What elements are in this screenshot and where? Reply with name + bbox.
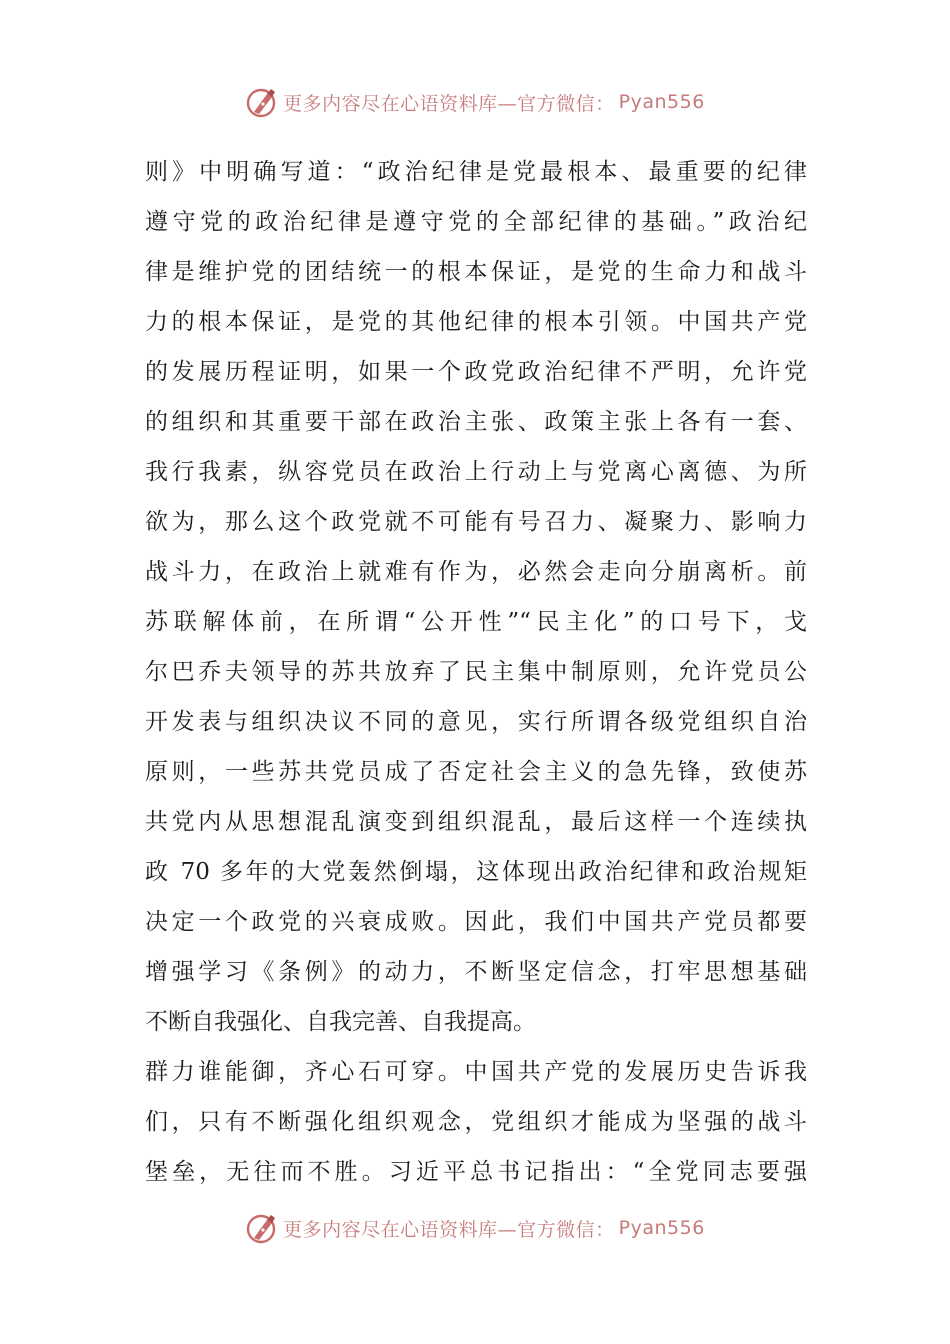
text-line: 欲为，那么这个政党就不可能有号召力、凝聚力、影响力 [145, 509, 807, 535]
text-line: 增强学习《条例》的动力，不断坚定信念，打牢思想基础 [145, 959, 807, 985]
pen-nib-circle-icon [245, 85, 279, 119]
text-line: 力的根本保证，是党的其他纪律的根本引领。中国共产党 [145, 309, 807, 335]
text-line: 不断自我强化、自我完善、自我提高。 [145, 1009, 536, 1035]
pen-nib-circle-icon [245, 1211, 279, 1245]
text-line: 律是维护党的团结统一的根本保证，是党的生命力和战斗 [145, 259, 807, 285]
text-line: 则》中明确写道：“政治纪律是党最根本、最重要的纪律 [145, 159, 807, 185]
watermark-text: 更多内容尽在心语资料库—官方微信： [283, 1218, 615, 1241]
text-line: 们，只有不断强化组织观念，党组织才能成为坚强的战斗 [145, 1109, 807, 1135]
text-line: 共党内从思想混乱演变到组织混乱，最后这样一个连续执 [145, 809, 807, 835]
text-line: 遵守党的政治纪律是遵守党的全部纪律的基础。”政治纪 [145, 209, 807, 235]
watermark-wechat-id: Pyan556 [618, 1217, 705, 1239]
text-line: 堡垒，无往而不胜。习近平总书记指出：“全党同志要强 [145, 1159, 807, 1185]
text-line: 群力谁能御，齐心石可穿。中国共产党的发展历史告诉我 [145, 1059, 807, 1085]
watermark-wechat-id: Pyan556 [618, 91, 705, 113]
text-line: 战斗力，在政治上就难有作为，必然会走向分崩离析。前 [145, 559, 807, 585]
text-line: 的发展历程证明，如果一个政党政治纪律不严明，允许党 [145, 359, 807, 385]
text-line: 的组织和其重要干部在政治主张、政策主张上各有一套、 [145, 409, 807, 435]
document-body [145, 147, 807, 1197]
text-line: 开发表与组织决议不同的意见，实行所谓各级党组织自治 [145, 709, 807, 735]
text-line: 政 70 多年的大党轰然倒塌，这体现出政治纪律和政治规矩 [145, 859, 807, 885]
text-line: 苏联解体前，在所谓“公开性”“民主化”的口号下，戈 [145, 609, 807, 635]
text-line: 尔巴乔夫领导的苏共放弃了民主集中制原则，允许党员公 [145, 659, 807, 685]
footer-watermark [0, 1208, 950, 1248]
text-line: 我行我素，纵容党员在政治上行动上与党离心离德、为所 [145, 459, 807, 485]
text-line: 原则，一些苏共党员成了否定社会主义的急先锋，致使苏 [145, 759, 807, 785]
text-line: 决定一个政党的兴衰成败。因此，我们中国共产党员都要 [145, 909, 807, 935]
header-watermark [0, 82, 950, 122]
watermark-text: 更多内容尽在心语资料库—官方微信： [283, 92, 615, 115]
